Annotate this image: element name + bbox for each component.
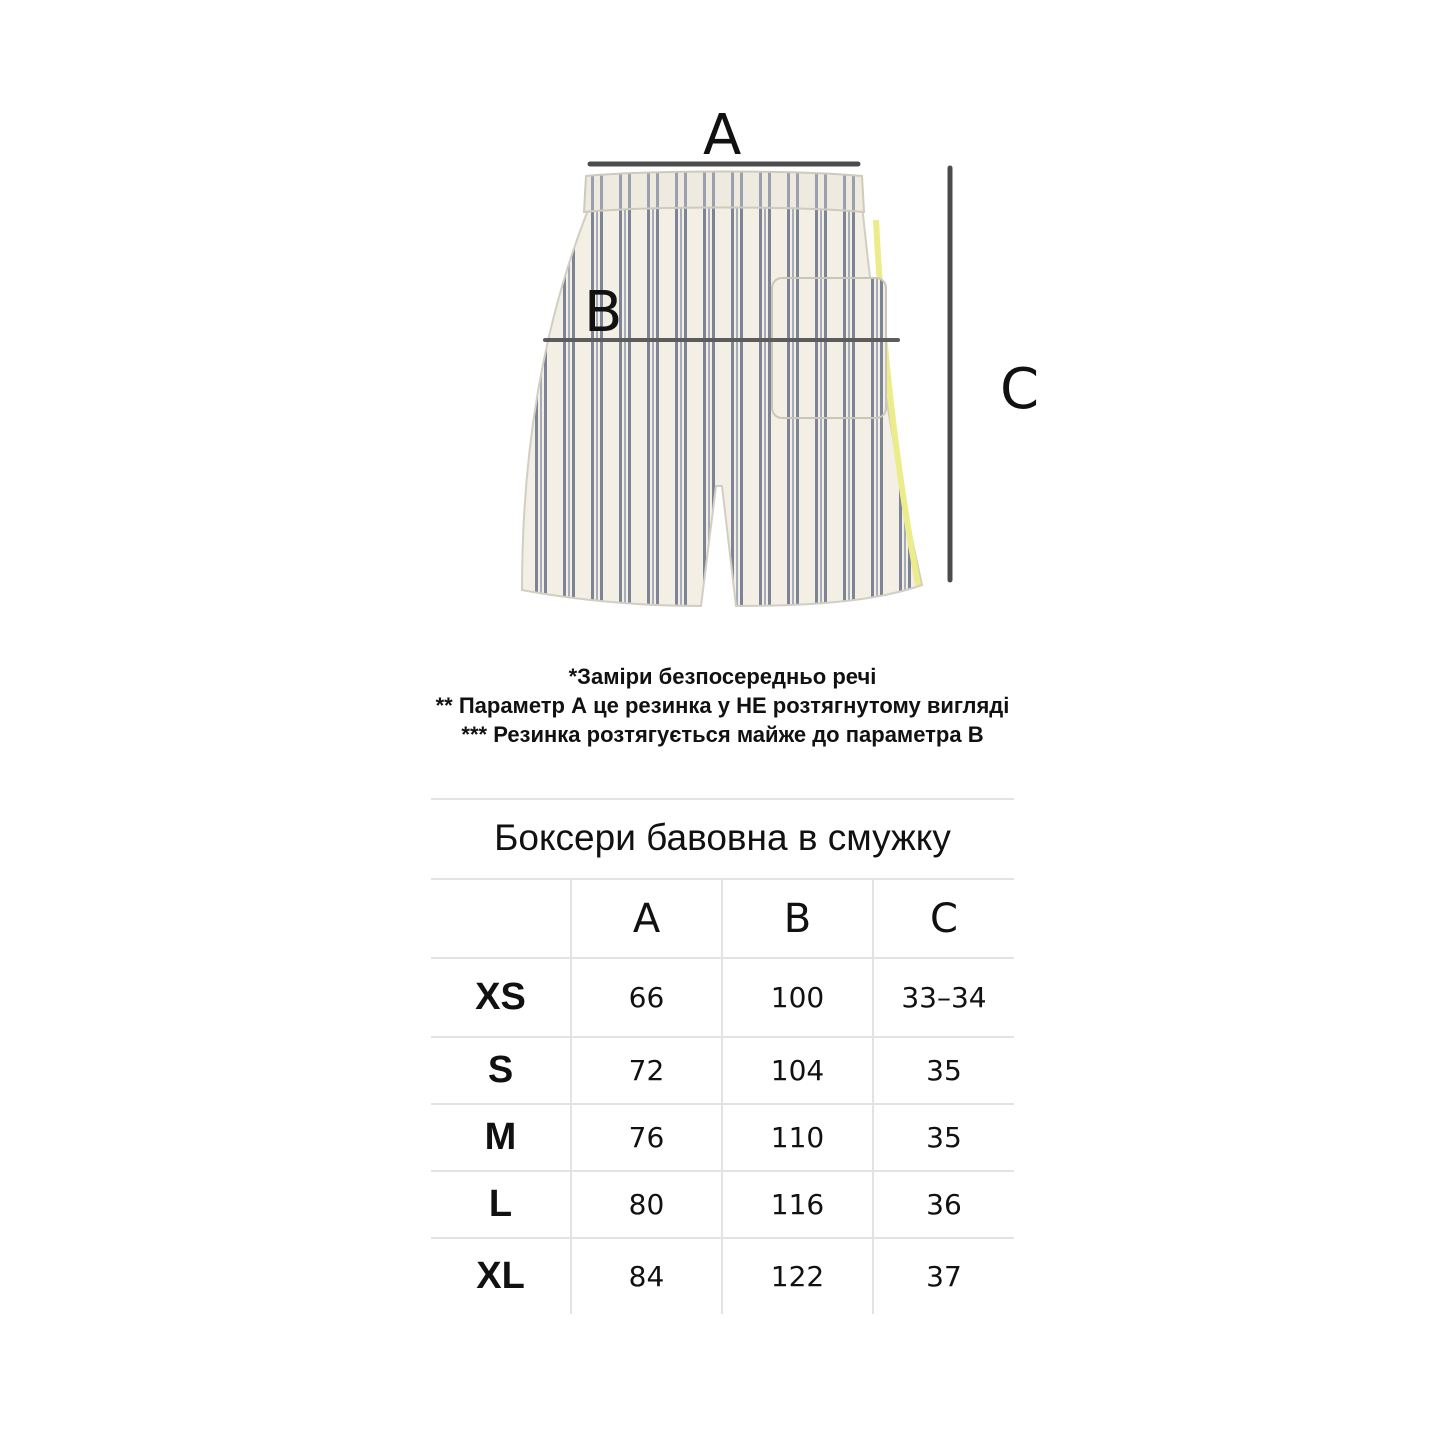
value-a: 80: [628, 1188, 665, 1221]
table-rule: [431, 798, 1014, 800]
note-line: *Заміри безпосередньо речі: [568, 664, 877, 689]
value-b: 122: [770, 1260, 825, 1293]
value-b: 100: [770, 981, 825, 1014]
table-title: Боксери бавовна в смужку: [494, 817, 951, 858]
value-b: 104: [770, 1054, 825, 1087]
value-b: 110: [770, 1121, 825, 1154]
size-label: M: [484, 1116, 517, 1158]
measurement-notes: [0, 662, 1445, 749]
note-line: *** Резинка розтягується майже до параметра В: [461, 722, 984, 747]
header-a: A: [632, 895, 661, 942]
header-b: B: [783, 895, 812, 942]
garment-figure: [0, 0, 1445, 640]
value-c: 33–34: [901, 981, 987, 1014]
size-label: XL: [476, 1255, 525, 1297]
size-table: [431, 798, 1014, 1314]
value-b: 116: [770, 1188, 825, 1221]
label-b: B: [584, 280, 623, 345]
value-c: 35: [926, 1054, 962, 1087]
header-c: C: [930, 895, 958, 942]
back-pocket: [772, 278, 886, 418]
label-c: C: [1000, 357, 1040, 422]
size-label: L: [488, 1183, 513, 1225]
value-a: 72: [628, 1054, 665, 1087]
value-c: 35: [926, 1121, 962, 1154]
value-a: 66: [628, 981, 665, 1014]
waistband: [584, 172, 864, 213]
value-c: 36: [926, 1188, 962, 1221]
value-a: 84: [628, 1260, 665, 1293]
size-label: XS: [475, 976, 526, 1018]
size-label: S: [487, 1049, 514, 1091]
label-a: A: [703, 103, 742, 168]
value-c: 37: [926, 1260, 962, 1293]
header-empty: [431, 880, 570, 957]
note-line: ** Параметр А це резинка у НЕ розтягнутому вигляді: [435, 693, 1010, 718]
shorts-illustration: [0, 0, 1445, 640]
value-a: 76: [628, 1121, 665, 1154]
